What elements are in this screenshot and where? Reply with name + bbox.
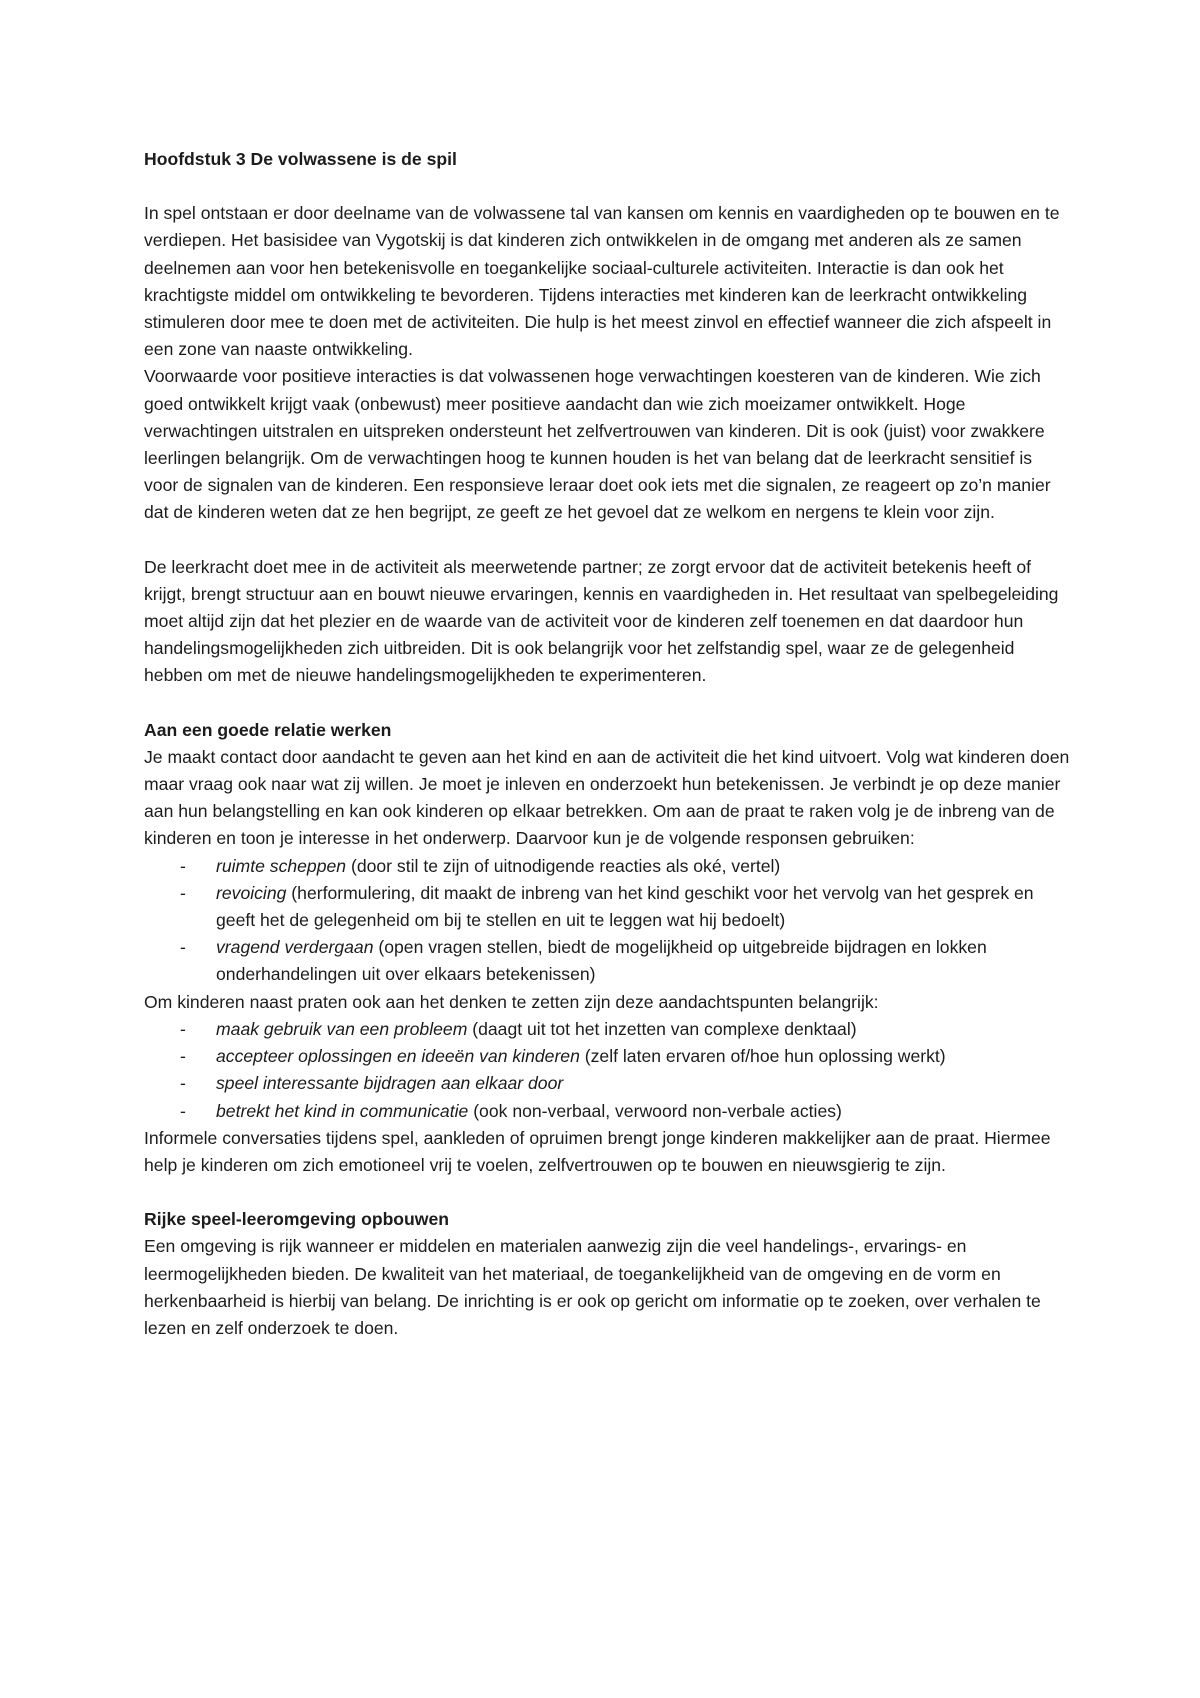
section-paragraph-relatie: Je maakt contact door aandacht te geven aan het kind en aan de activiteit die het kind uitvoert. Volg wat kinderen doen maar vraag ook naar wat zij willen. Je moet je inleven en onderzoekt hun betekenissen. Je verbindt je op deze manier aan hun belangstelling en kan ook kinderen op elkaar betrekken. Om aan de praat te raken volg je de inbreng van de kinderen en toon je interesse in het onderwerp. Daarvoor kun je de volgende responsen gebruiken: <box>144 746 1070 849</box>
list-item-text: (zelf laten ervaren of/hoe hun oplossing werkt) <box>579 1046 946 1067</box>
list-item-term: vragend verdergaan <box>216 937 374 958</box>
list-item <box>216 880 1070 934</box>
list-item-term: speel interessante bijdragen aan elkaar door <box>216 1073 564 1094</box>
intro-paragraph-3: De leerkracht doet mee in de activiteit als meerwetende partner; ze zorgt ervoor dat de activiteit betekenis heeft of krijgt, brengt structuur aan en bouwt nieuwe ervaringen, kennis en vaardigheden in. Het resultaat van spelbegeleiding moet altijd zijn dat het plezier en de waarde van de activiteit voor de kinderen zelf toenemen en dat daardoor hun handelingsmogelijkheden zich uitbreiden. Dit is ook belangrijk voor het zelfstandig spel, waar ze de gelegenheid hebben om met de nieuwe handelingsmogelijkheden te experimenteren. <box>144 556 1059 686</box>
section-heading-omgeving: Rijke speel-leeromgeving opbouwen <box>144 1209 450 1230</box>
list-item-term: betrekt het kind in communicatie <box>216 1100 469 1121</box>
section-paragraph-omgeving: Een omgeving is rijk wanneer er middelen en materialen aanwezig zijn die veel handelings-, ervarings- en leermogelijkheden bieden. De kwaliteit van het materiaal, de toegankelijkheid van de omgeving en de vorm en herkenbaarheid is hierbij van belang. De inrichting is er ook op gericht om informatie op te zoeken, over verhalen te lezen en zelf onderzoek te doen. <box>144 1236 1041 1338</box>
list-item-text: (herformulering, dit maakt de inbreng van het kind geschikt voor het vervolg van het gesprek en geeft het de gelegenheid om bij te stellen en uit te leggen wat hij bedoelt) <box>216 882 1034 931</box>
list-item-term: accepteer oplossingen en ideeën van kinderen <box>216 1046 580 1067</box>
thinking-intro: Om kinderen naast praten ook aan het denken te zetten zijn deze aandachtspunten belangrijk: <box>144 991 879 1012</box>
intro-paragraph-2: Voorwaarde voor positieve interacties is dat volwassenen hoge verwachtingen koesteren van de kinderen. Wie zich goed ontwikkelt krijgt vaak (onbewust) meer positieve aandacht dan wie zich moeizamer ontwikkelt. Hoge verwachtingen uitstralen en uitspreken ondersteunt het zelfvertrouwen van kinderen. Dit is ook (juist) voor zwakkere leerlingen belangrijk. Om de verwachtingen hoog te kunnen houden is het van belang dat de leerkracht sensitief is voor de signalen van de kinderen. Een responsieve leraar doet ook iets met die signalen, ze reageert op zo’n manier dat de kinderen weten dat ze hen begrijpt, ze geeft ze het gevoel dat ze welkom en nergens te klein voor zijn. <box>144 366 1051 523</box>
list-item <box>216 853 1070 880</box>
chapter-title: Hoofdstuk 3 De volwassene is de spil <box>144 149 457 169</box>
thinking-points-list <box>144 1016 1070 1125</box>
section-closing-paragraph: Informele conversaties tijdens spel, aankleden of opruimen brengt jonge kinderen makkelijker aan de praat. Hiermee help je kinderen om zich emotioneel vrij te voelen, zelfvertrouwen op te bouwen en nieuwsgierig te zijn. <box>144 1127 1051 1175</box>
responses-list <box>144 853 1070 989</box>
list-item-text: (daagt uit tot het inzetten van complexe denktaal) <box>467 1018 857 1039</box>
list-item-term: revoicing <box>216 882 287 903</box>
document-page <box>144 146 1070 1342</box>
intro-paragraph-1: In spel ontstaan er door deelname van de volwassene tal van kansen om kennis en vaardigheden op te bouwen en te verdiepen. Het basisidee van Vygotskij is dat kinderen zich ontwikkelen in de omgang met anderen als ze samen deelnemen aan voor hen betekenisvolle en toegankelijke sociaal-culturele activiteiten. Interactie is dan ook het krachtigste middel om ontwikkeling te bevorderen. Tijdens interacties met kinderen kan de leerkracht ontwikkeling stimuleren door mee te doen met de activiteiten. Die hulp is het meest zinvol en effectief wanneer die zich afspeelt in een zone van naaste ontwikkeling. <box>144 203 1060 360</box>
list-item-term: maak gebruik van een probleem <box>216 1018 468 1039</box>
section-heading-relatie: Aan een goede relatie werken <box>144 719 392 740</box>
list-item <box>216 1016 1070 1043</box>
list-item <box>216 1043 1070 1070</box>
list-item <box>216 1098 1070 1125</box>
list-item <box>216 934 1070 988</box>
list-item <box>216 1070 1070 1097</box>
list-item-term: ruimte scheppen <box>216 855 347 876</box>
list-item-text: (open vragen stellen, biedt de mogelijkheid op uitgebreide bijdragen en lokken onderhandelingen uit over elkaars betekenissen) <box>216 937 987 985</box>
list-item-text: (ook non-verbaal, verwoord non-verbale acties) <box>468 1100 842 1121</box>
list-item-text: (door stil te zijn of uitnodigende reacties als oké, vertel) <box>346 855 781 876</box>
